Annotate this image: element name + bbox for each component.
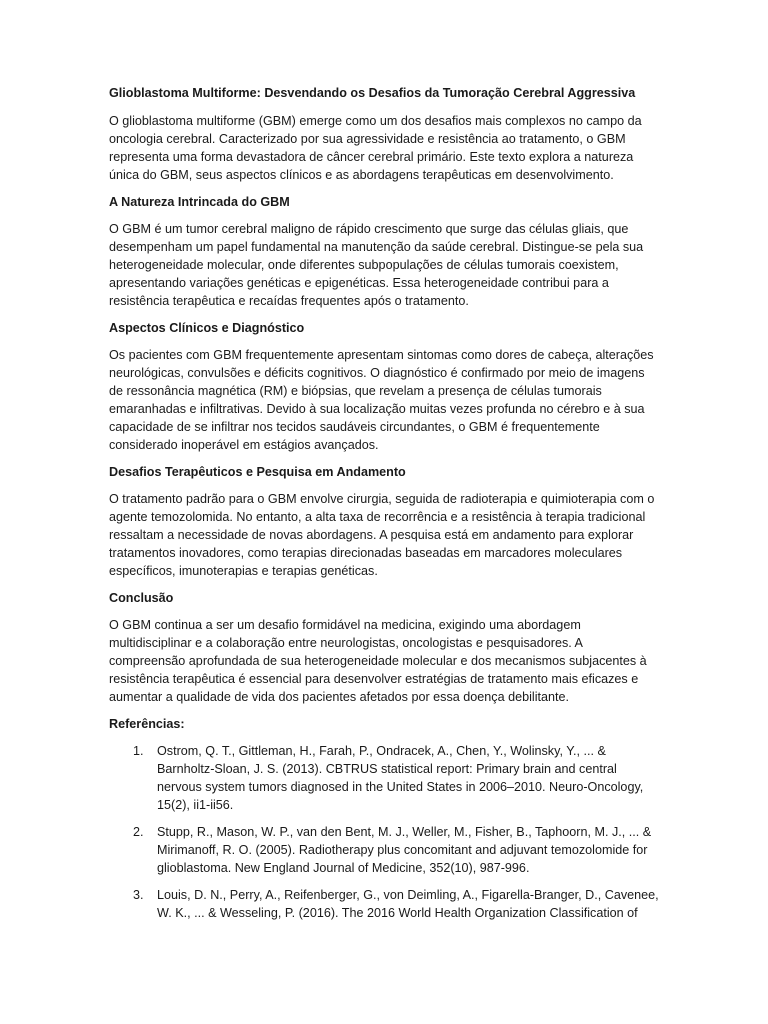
section-paragraph-natureza: O GBM é um tumor cerebral maligno de rápido crescimento que surge das células gliais, que desempenham um papel fundamental na manutenção da saúde cerebral. Distingue-se pela sua heterogeneidade molecular, onde diferentes subpopulações de células tumorais coexistem, apresentando variações genéticas e epigenéticas. Essa heterogeneidade contribui para a resistência terapêutica e recaídas frequentes após o tratamento.	[109, 222, 644, 308]
section-paragraph-conclusao: O GBM continua a ser um desafio formidável na medicina, exigindo uma abordagem multidisciplinar e a colaboração entre neurologistas, oncologistas e pesquisadores. A compreensão aprofundada de sua heterogeneidade molecular e dos mecanismos subjacentes à resistência terapêutica é essencial para desenvolver estratégias de tratamento mais eficazes e aumentar a qualidade de vida dos pacientes afetados por essa doença debilitante.	[109, 618, 647, 704]
intro-paragraph: O glioblastoma multiforme (GBM) emerge como um dos desafios mais complexos no campo da oncologia cerebral. Caracterizado por sua agressividade e resistência ao tratamento, o GBM representa uma forma devastadora de câncer cerebral primário. Este texto explora a natureza única do GBM, seus aspectos clínicos e as abordagens terapêuticas em desenvolvimento.	[109, 114, 642, 182]
reference-item	[109, 742, 661, 814]
section-heading-desafios: Desafios Terapêuticos e Pesquisa em Andamento	[109, 465, 406, 479]
references-list	[109, 742, 661, 922]
document-title: Glioblastoma Multiforme: Desvendando os Desafios da Tumoração Cerebral Aggressiva	[109, 86, 636, 100]
section-paragraph-aspectos: Os pacientes com GBM frequentemente apresentam sintomas como dores de cabeça, alterações neurológicas, convulsões e déficits cognitivos. O diagnóstico é confirmado por meio de imagens de ressonância magnética (RM) e biópsias, que revelam a presença de células tumorais emaranhadas e infiltrativas. Devido à sua localização muitas vezes profunda no cérebro e à sua capacidade de se infiltrar nos tecidos saudáveis circundantes, o GBM é frequentemente considerado inoperável em estágios avançados.	[109, 348, 654, 452]
section-heading-natureza: A Natureza Intrincada do GBM	[109, 195, 290, 209]
reference-number: 3.	[133, 888, 144, 902]
reference-text: Louis, D. N., Perry, A., Reifenberger, G., von Deimling, A., Figarella-Branger, D., Cavenee, W. K., ... & Wesseling, P. (2016). The 2016 World Health Organization Classification of	[157, 888, 659, 920]
reference-number: 1.	[133, 744, 144, 758]
section-heading-conclusao: Conclusão	[109, 591, 174, 605]
references-heading: Referências:	[109, 717, 185, 731]
reference-item	[109, 823, 661, 877]
reference-item	[109, 886, 661, 922]
reference-number: 2.	[133, 825, 144, 839]
section-heading-aspectos: Aspectos Clínicos e Diagnóstico	[109, 321, 305, 335]
reference-text: Ostrom, Q. T., Gittleman, H., Farah, P., Ondracek, A., Chen, Y., Wolinsky, Y., ... & Barnholtz-Sloan, J. S. (2013). CBTRUS statistical report: Primary brain and central nervous system tumors diagnosed in the United States in 2006–2010. Neuro-Oncology, 15(2), ii1-ii56.	[157, 744, 644, 812]
reference-text: Stupp, R., Mason, W. P., van den Bent, M. J., Weller, M., Fisher, B., Taphoorn, M. J., ... & Mirimanoff, R. O. (2005). Radiotherapy plus concomitant and adjuvant temozolomide for glioblastoma. New England Journal of Medicine, 352(10), 987-996.	[157, 825, 652, 875]
section-paragraph-desafios: O tratamento padrão para o GBM envolve cirurgia, seguida de radioterapia e quimioterapia com o agente temozolomida. No entanto, a alta taxa de recorrência e a resistência à terapia tradicional ressaltam a necessidade de novas abordagens. A pesquisa está em andamento para explorar tratamentos inovadores, como terapias direcionadas baseadas em marcadores moleculares específicos, imunoterapias e terapias genéticas.	[109, 492, 655, 578]
document-page	[109, 84, 661, 931]
